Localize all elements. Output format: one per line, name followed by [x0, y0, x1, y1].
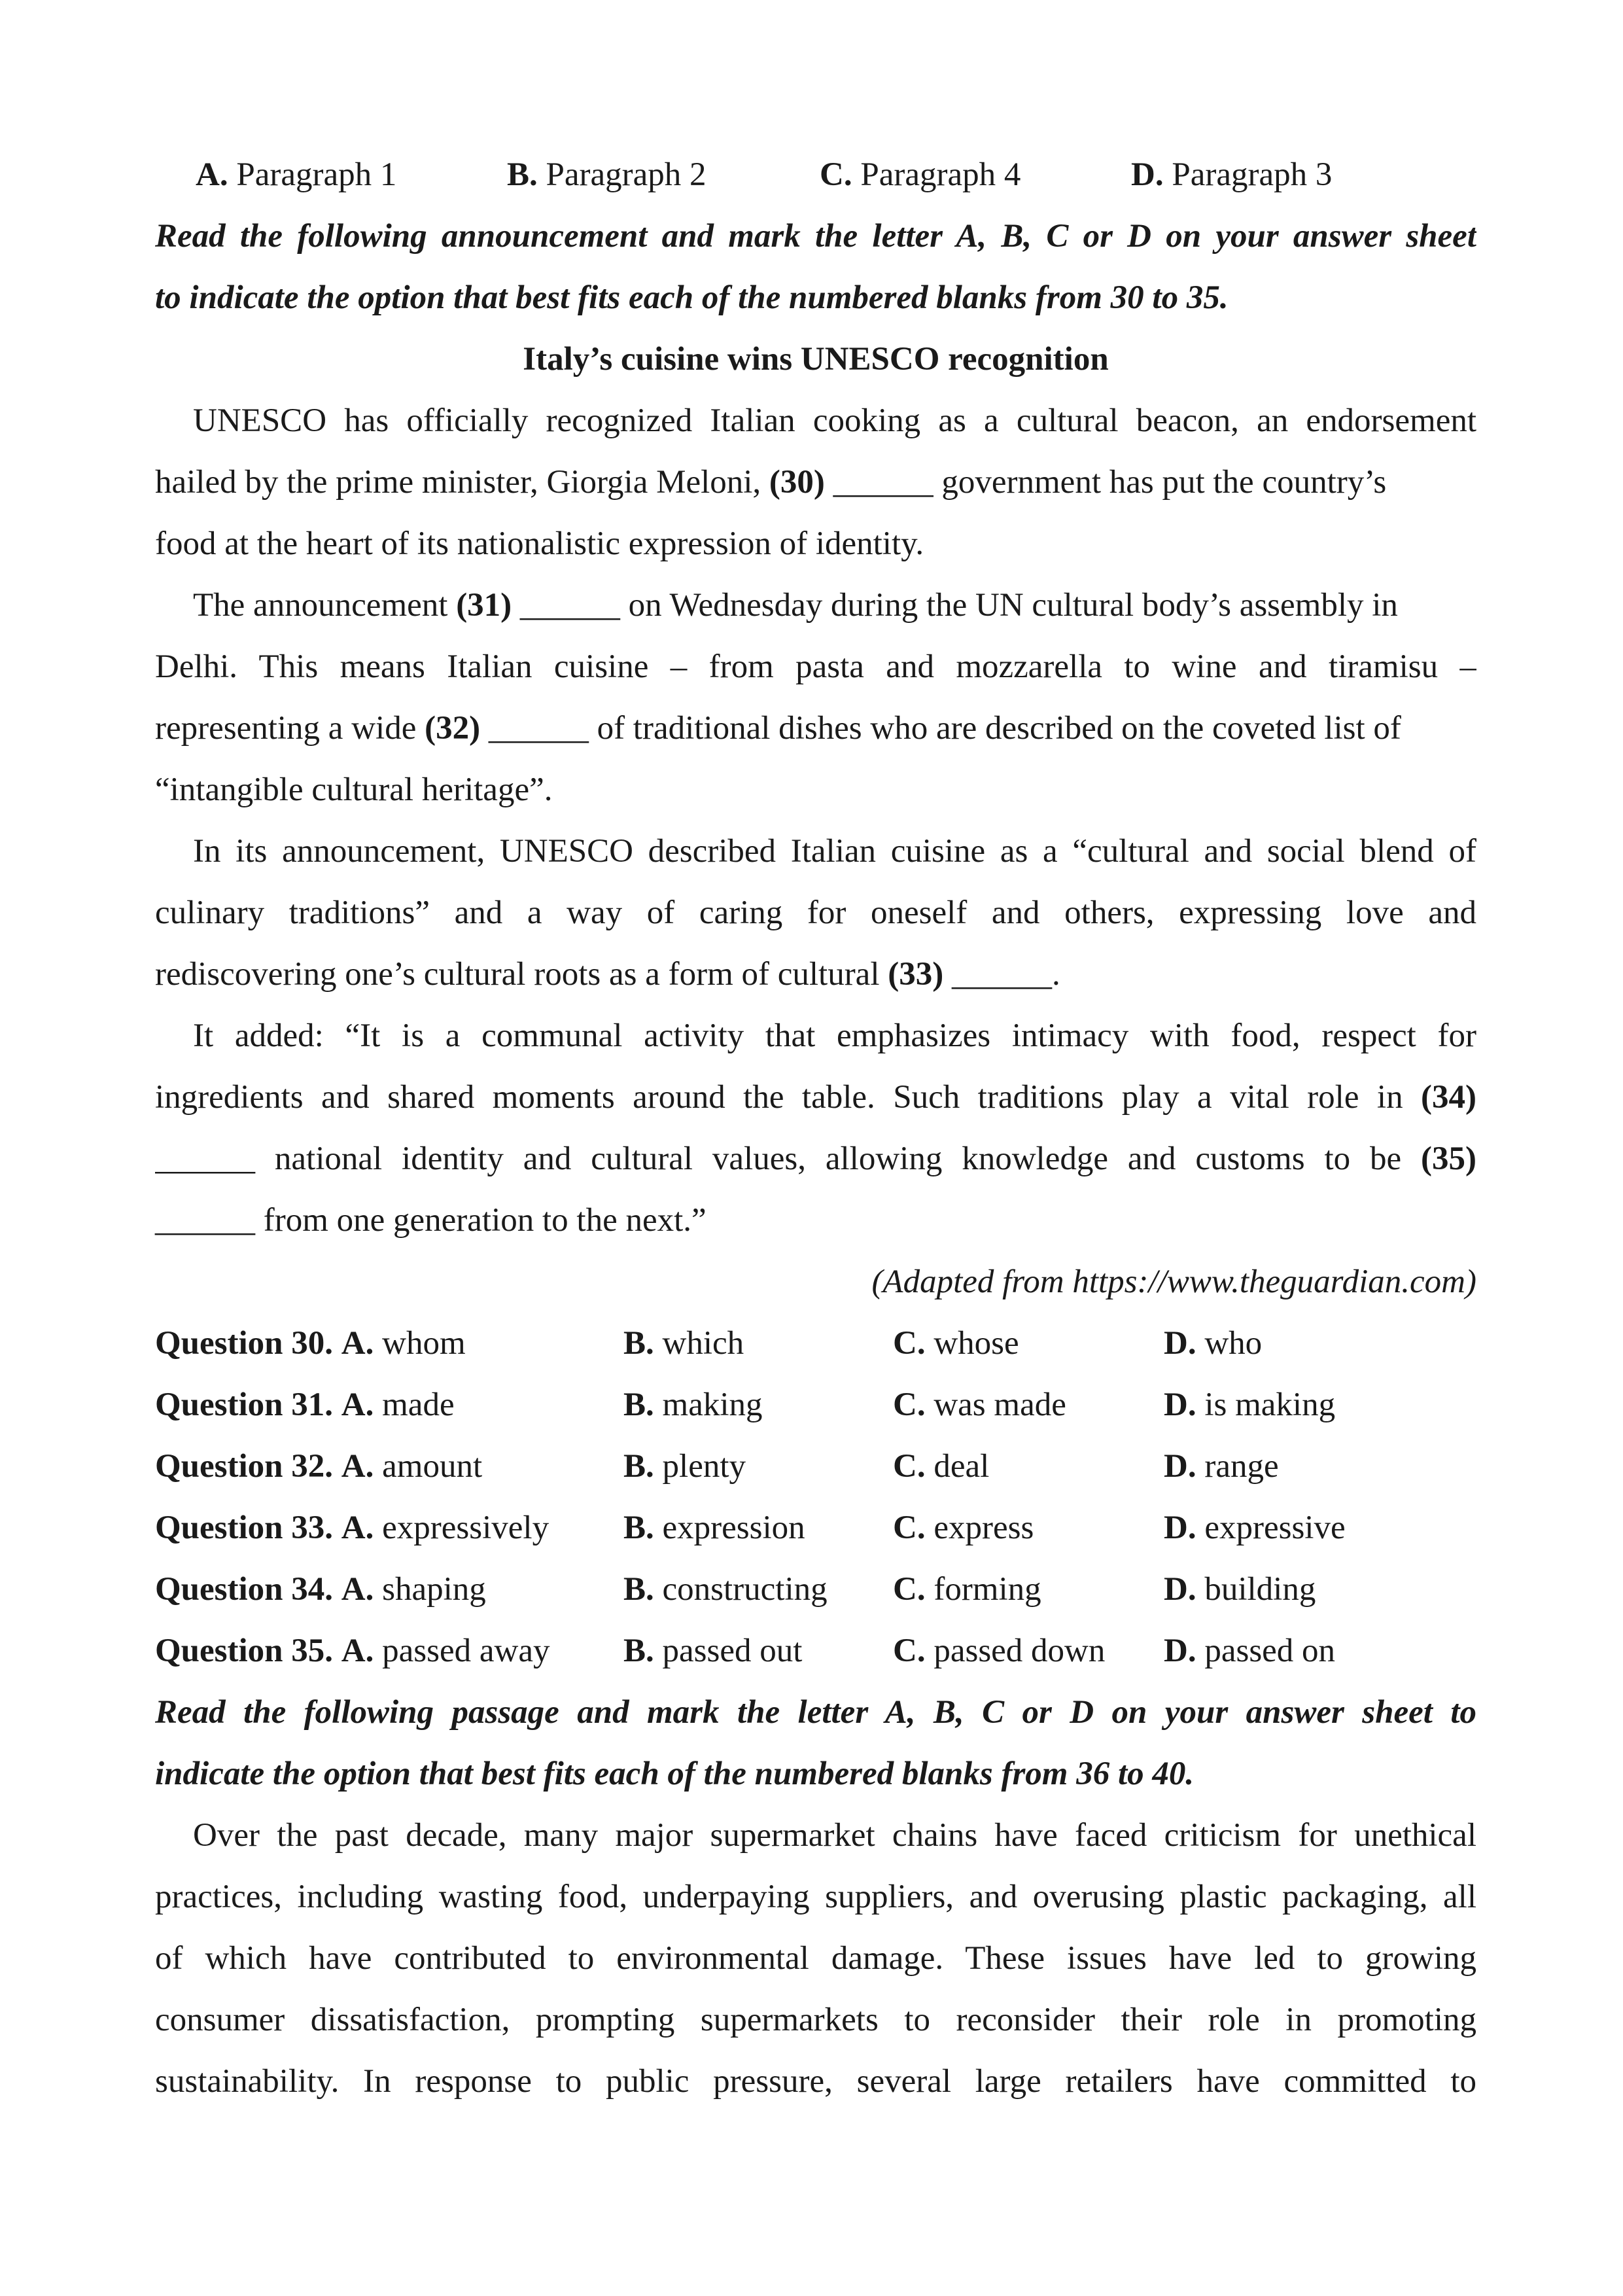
- article-line: In its announcement, UNESCO described Italian cuisine as a “cultural and social blend of: [193, 833, 1476, 870]
- question-33: Question 33. A. expressively B. expression C. express D. expressive: [155, 1510, 1346, 1546]
- instruction-line: to indicate the option that best fits each of the numbered blanks from 30 to 35.: [155, 279, 1229, 316]
- article-line: ______ national identity and cultural values, allowing knowledge and customs to be (35): [155, 1140, 1476, 1177]
- article-line: hailed by the prime minister, Giorgia Meloni, (30) ______ government has put the country’s: [155, 464, 1387, 501]
- article-line: rediscovering one’s cultural roots as a form of cultural (33) ______.: [155, 956, 1060, 993]
- article-line: ingredients and shared moments around the table. Such traditions play a vital role in (34): [155, 1079, 1476, 1116]
- question-34: Question 34. A. shaping B. constructing C. forming D. building: [155, 1571, 1316, 1608]
- passage-line: practices, including wasting food, underpaying suppliers, and overusing plastic packaging, all: [155, 1879, 1476, 1915]
- blank-31: (31): [456, 587, 512, 624]
- article-line: culinary traditions” and a way of caring for oneself and others, expressing love and: [155, 894, 1476, 931]
- option-b: B. Paragraph 2: [507, 156, 707, 193]
- question-31: Question 31. A. made B. making C. was made D. is making: [155, 1386, 1336, 1423]
- passage-line: Over the past decade, many major supermarket chains have faced criticism for unethical: [193, 1817, 1476, 1854]
- question-32: Question 32. A. amount B. plenty C. deal D. range: [155, 1448, 1279, 1485]
- question-30: Question 30. A. whom B. which C. whose D. who: [155, 1325, 1263, 1362]
- option-c: C. Paragraph 4: [820, 156, 1021, 193]
- article-line: Delhi. This means Italian cuisine – from pasta and mozzarella to wine and tiramisu –: [155, 648, 1476, 685]
- article-source: (Adapted from https://www.theguardian.com): [871, 1263, 1476, 1300]
- blank-33: (33): [888, 956, 944, 993]
- document-page: [155, 144, 1476, 2112]
- article-title: Italy’s cuisine wins UNESCO recognition: [523, 341, 1109, 378]
- blank-32: (32): [425, 710, 481, 747]
- article-line: ______ from one generation to the next.”: [155, 1202, 707, 1239]
- instruction-line: Read the following passage and mark the letter A, B, C or D on your answer sheet to: [155, 1694, 1476, 1731]
- blank-34: (34): [1421, 1079, 1476, 1116]
- question-35: Question 35. A. passed away B. passed out C. passed down D. passed on: [155, 1633, 1336, 1669]
- previous-question-options: [155, 144, 1476, 205]
- option-a: A. Paragraph 1: [196, 156, 397, 193]
- article-line: food at the heart of its nationalistic expression of identity.: [155, 525, 924, 562]
- passage-line: consumer dissatisfaction, prompting supermarkets to reconsider their role in promoting: [155, 2002, 1476, 2038]
- blank-35: (35): [1421, 1140, 1476, 1177]
- article-line: It added: “It is a communal activity that emphasizes intimacy with food, respect for: [193, 1017, 1476, 1054]
- passage-line: sustainability. In response to public pressure, several large retailers have committed to: [155, 2063, 1476, 2100]
- instruction-line: Read the following announcement and mark the letter A, B, C or D on your answer sheet: [155, 218, 1476, 255]
- article-line: UNESCO has officially recognized Italian cooking as a cultural beacon, an endorsement: [193, 402, 1476, 439]
- article-line: representing a wide (32) ______ of traditional dishes who are described on the coveted list of: [155, 710, 1401, 747]
- blank-30: (30): [769, 464, 825, 501]
- article-line: “intangible cultural heritage”.: [155, 771, 553, 808]
- passage-line: of which have contributed to environmental damage. These issues have led to growing: [155, 1940, 1476, 1977]
- instruction-line: indicate the option that best fits each of the numbered blanks from 36 to 40.: [155, 1756, 1195, 1792]
- article-line: The announcement (31) ______ on Wednesday during the UN cultural body’s assembly in: [193, 587, 1398, 624]
- option-d: D. Paragraph 3: [1131, 156, 1333, 193]
